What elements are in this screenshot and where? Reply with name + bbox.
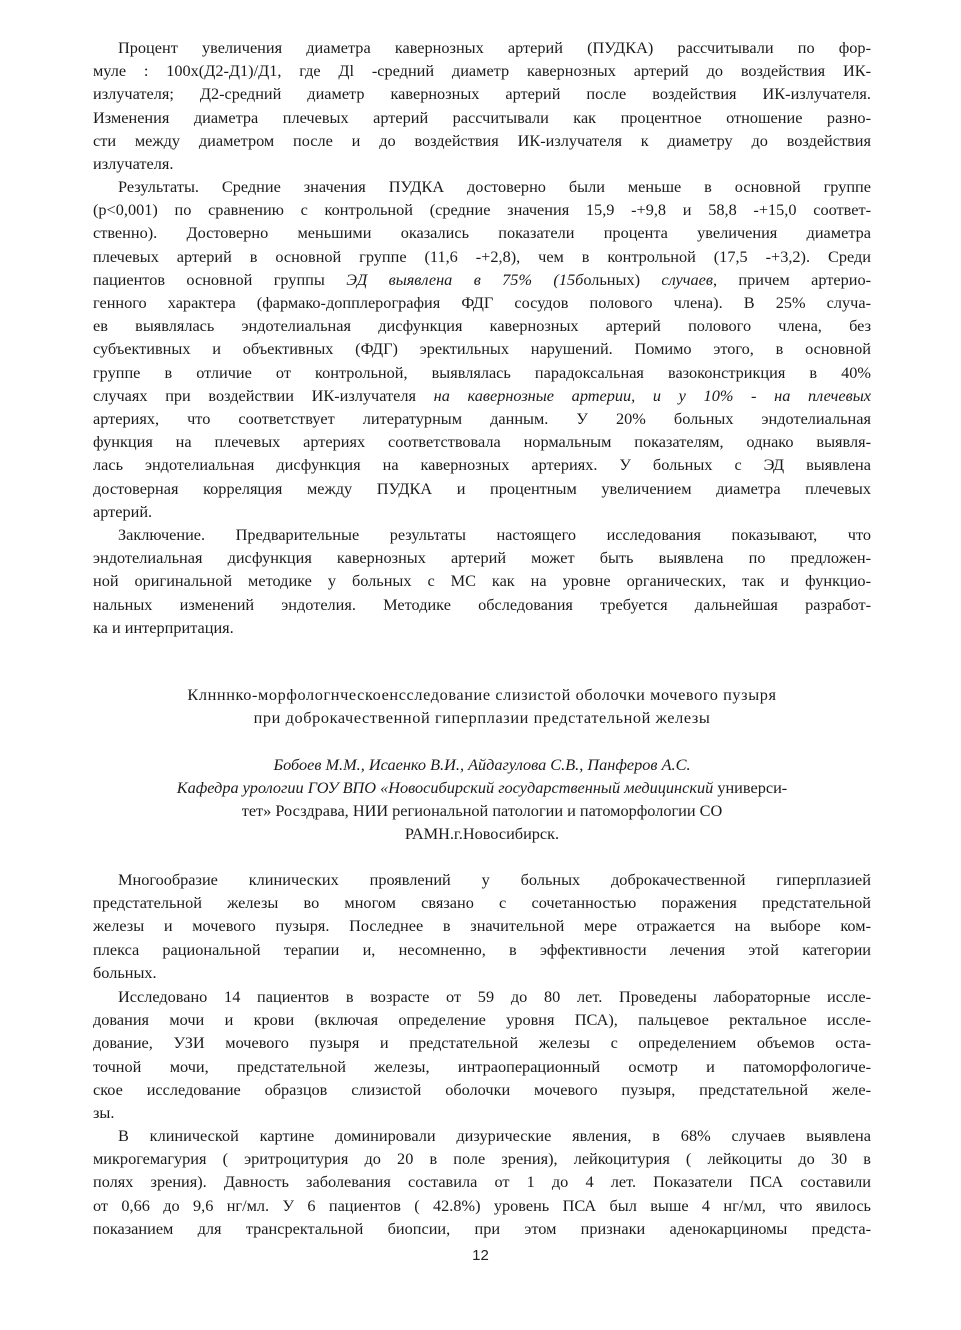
text-line: ственно). Достоверно меньшими оказались показатели процента увеличения диаметра xyxy=(93,223,871,243)
affiliation xyxy=(93,776,871,846)
text-run: пациентов основной группы xyxy=(93,269,347,289)
text-line: муле : 100х(Д2-Д1)/Д1, где Дl -средний диаметр кавернозных артерий до воздействия ИК- xyxy=(93,61,871,81)
text-line: нальных изменений эндотелия. Методике обследования требуется дальнейшая разработ- xyxy=(93,594,871,614)
text-line: плечевых артерий в основной группе (11,6 -+2,8), чем в контрольной (17,5 -+3,2). Среди xyxy=(93,246,871,266)
text-line: дования мочи и крови (включая определение уровня ПСА), пальцевое ректальное иссле- xyxy=(93,1010,871,1030)
text-line: артериях, что соответствует литературным данным. У 20% больных эндотелиальная xyxy=(93,409,871,429)
text-line: ев выявлялась эндотелиальная дисфункция кавернозных артерий полового члена, без xyxy=(93,316,871,336)
paragraph-study xyxy=(93,985,871,1124)
text-line-mixed xyxy=(93,268,871,291)
text-line: Исследовано 14 пациентов в возрасте от 59 до 80 лет. Проведены лабораторные иссле- xyxy=(118,987,871,1006)
text-line: эндотелиальная дисфункция кавернозных артерий может быть выявлена по предложен- xyxy=(93,548,871,568)
text-line: железы и мочевого пузыря. Последнее в значительной мере отражается на выборе ком- xyxy=(93,916,871,936)
text-line: достоверная корреляция между ПУДКА и процентным увеличением диаметра плечевых xyxy=(93,478,871,498)
text-line: зы. xyxy=(93,1103,115,1123)
text-line: генного характера (фармако-допплерография ФДГ сосудов полового члена). В 25% случа- xyxy=(93,293,871,313)
paragraph-clinical xyxy=(93,1124,871,1240)
text-line: Результаты. Средние значения ПУДКА достоверно были меньше в основной группе xyxy=(118,177,871,196)
text-line: группе в отличие от контрольной, выявлялась парадоксальная вазоконстрикция в 40% xyxy=(93,362,871,382)
text-run: , причем артерио- xyxy=(712,269,872,289)
text-line: ной оригинальной методике у больных с МС как на уровне органических, так и функцио- xyxy=(93,571,871,591)
text-line: Заключение. Предварительные результаты настоящего исследования показывают, что xyxy=(118,525,871,544)
text-line: Процент увеличения диаметра кавернозных артерий (ПУДКА) рассчитывали по фор- xyxy=(118,38,871,57)
text-line-mixed xyxy=(93,384,871,407)
text-line: лась эндотелиальная дисфункция на кавернозных артериях. У больных с ЭД выявлена xyxy=(93,455,871,475)
text-run: случаях при воздействии ИК-излучателя xyxy=(93,385,434,405)
paragraph-method xyxy=(93,36,871,175)
authors xyxy=(93,753,871,776)
text-line: артерий. xyxy=(93,501,153,521)
text-line: полях зрения). Давность заболевания составила от 1 до 4 лет. Показатели ПСА составили xyxy=(93,1172,871,1192)
text-line: (p<0,001) по сравнению с контрольной (средние значения 15,9 -+9,8 и 58,8 -+15,0 соответ- xyxy=(93,200,871,220)
text-line: субъективных и объективных (ФДГ) эректильных нарушений. Помимо этого, в основной xyxy=(93,339,871,359)
text-line: сти между диаметром после и до воздействия ИК-излучателя к диаметру до воздействия xyxy=(93,130,871,150)
text-line: дование, УЗИ мочевого пузыря и предстательной железы с определением объемов оста- xyxy=(93,1033,871,1053)
affiliation-line: тет» Росздрава, НИИ региональной патологии и патоморфологии СО xyxy=(241,801,723,821)
italic-text-run: Кафедра урологии ГОУ ВПО «Новосибирский государственный медицинский xyxy=(176,778,714,797)
text-line: ка и интерпритация. xyxy=(93,617,234,637)
italic-text-run: ЭД выявлена в 75% (15б xyxy=(346,269,584,289)
text-line: функция на плечевых артериях соответствовала нормальным показателям, однако выявля- xyxy=(93,432,871,452)
italic-text-run: случаев xyxy=(661,269,713,289)
italic-text-run: на кавернозные артерии, и у 10% - на плечевых xyxy=(433,385,871,405)
text-line: ское исследование образцов слизистой оболочки мочевого пузыря, предстательной желе- xyxy=(93,1079,871,1099)
text-line: В клинической картине доминировали дизурические явления, в 68% случаев выявлена xyxy=(118,1126,871,1145)
text-line: излучателя; Д2-средний диаметр кавернозных артерий после воздействия ИК-излучателя. xyxy=(93,84,871,104)
text-line: Многообразие клинических проявлений у больных доброкачественной гиперплазией xyxy=(118,870,871,889)
paragraph-results xyxy=(93,175,871,523)
text-line: больных. xyxy=(93,962,157,982)
title-line: Клнннко-морфологнческоенсследование слизистой оболочки мочевого пузыря xyxy=(187,685,777,704)
paragraph-intro xyxy=(93,868,871,984)
affiliation-line: РАМН.г.Новосибирск. xyxy=(404,824,560,844)
text-run: ольных) xyxy=(583,269,662,289)
text-line: от 0,66 до 9,6 нг/мл. У 6 пациентов ( 42.8%) уровень ПСА был выше 4 нг/мл, что явилось xyxy=(93,1195,871,1215)
text-line: предстательной железы во многом связано с сочетанностью поражения предстательной xyxy=(93,893,871,913)
page-number: 12 xyxy=(472,1247,489,1264)
text-run: универси- xyxy=(713,778,788,797)
text-line: Изменения диаметра плечевых артерий рассчитывали как процентное отношение разно- xyxy=(93,107,871,127)
article-title xyxy=(93,683,871,729)
text-line: плекса рациональной терапии и, несомненно, в эффективности лечения этой категории xyxy=(93,939,871,959)
text-line: микрогемагурия ( эритроцитурия до 20 в поле зрения), лейкоцитурия ( лейкоциты до 30 в xyxy=(93,1149,871,1169)
text-line: показанием для трансректальной биопсии, при этом признаки аденокарциномы предста- xyxy=(93,1218,871,1238)
paragraph-conclusion xyxy=(93,523,871,639)
title-line: при доброкачественной гиперплазии предстательной железы xyxy=(253,708,711,728)
text-line: точной мочи, предстательной железы, интраоперационный осмотр и патоморфологиче- xyxy=(93,1056,871,1076)
text-line: излучателя. xyxy=(93,154,174,174)
affiliation-line xyxy=(93,776,871,799)
authors-line: Бобоев М.М., Исаенко В.И., Айдагулова С.В., Панферов А.С. xyxy=(273,755,691,774)
